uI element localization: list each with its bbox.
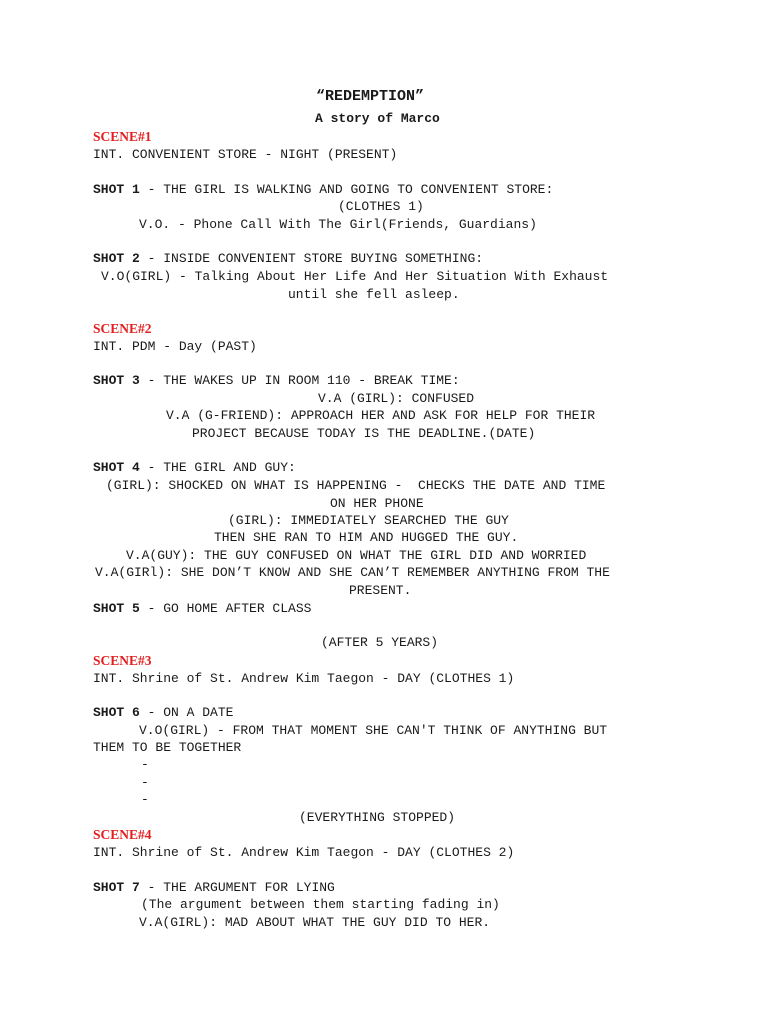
shot-2-line-3: until she fell asleep. (288, 287, 460, 302)
shot-6-label: SHOT 6 (93, 705, 140, 720)
shot-2-line-2: V.O(GIRL) - Talking About Her Life And Her Situation With Exhaust (101, 269, 609, 284)
shot-7-label: SHOT 7 (93, 880, 140, 895)
shot-6-dash-1: - (141, 757, 149, 772)
shot-2 (93, 250, 483, 267)
shot-7-line-3: V.A(GIRL): MAD ABOUT WHAT THE GUY DID TO HER. (139, 915, 491, 930)
shot-4-line-8: PRESENT. (349, 583, 412, 598)
shot-7-line-2: (The argument between them starting fading in) (141, 897, 500, 912)
shot-3 (93, 372, 460, 389)
shot-4-line-6: V.A(GUY): THE GUY CONFUSED ON WHAT THE GIRL DID AND WORRIED (126, 548, 587, 563)
shot-6-dash-3: - (141, 792, 149, 807)
shot-4-line-3: ON HER PHONE (330, 496, 424, 511)
shot-2-text: - INSIDE CONVENIENT STORE BUYING SOMETHING: (139, 251, 484, 266)
shot-5 (93, 600, 311, 617)
scene-3-heading: INT. Shrine of St. Andrew Kim Taegon - DAY (CLOTHES 1) (93, 671, 515, 686)
scene-2-label: SCENE#2 (93, 321, 152, 336)
shot-7 (93, 879, 335, 896)
shot-4-text: - THE GIRL AND GUY: (139, 460, 296, 475)
shot-1-label: SHOT 1 (93, 182, 140, 197)
shot-1 (93, 181, 553, 198)
shot-2-label: SHOT 2 (93, 251, 140, 266)
shot-3-label: SHOT 3 (93, 373, 140, 388)
shot-3-line-3: V.A (G-FRIEND): APPROACH HER AND ASK FOR HELP FOR THEIR (166, 408, 596, 423)
shot-5-text: - GO HOME AFTER CLASS (139, 601, 312, 616)
shot-4-label: SHOT 4 (93, 460, 140, 475)
shot-3-line-2: V.A (GIRL): CONFUSED (318, 391, 475, 406)
shot-5-label: SHOT 5 (93, 601, 140, 616)
shot-6-dash-2: - (141, 775, 149, 790)
shot-1-text: - THE GIRL IS WALKING AND GOING TO CONVENIENT STORE: (139, 182, 554, 197)
shot-6 (93, 704, 233, 721)
transition-everything-stopped: (EVERYTHING STOPPED) (299, 810, 456, 825)
shot-4-line-2: (GIRL): SHOCKED ON WHAT IS HAPPENING - CHECKS THE DATE AND TIME (106, 478, 606, 493)
script-subtitle: A story of Marco (315, 111, 440, 126)
shot-7-text: - THE ARGUMENT FOR LYING (139, 880, 335, 895)
shot-4 (93, 459, 296, 476)
shot-1-line-2: (CLOTHES 1) (338, 199, 424, 214)
scene-2-heading: INT. PDM - Day (PAST) (93, 339, 257, 354)
shot-4-line-4: (GIRL): IMMEDIATELY SEARCHED THE GUY (228, 513, 509, 528)
scene-1-heading: INT. CONVENIENT STORE - NIGHT (PRESENT) (93, 147, 398, 162)
script-title: “REDEMPTION” (316, 88, 425, 105)
shot-6-line-3: THEM TO BE TOGETHER (93, 740, 242, 755)
shot-4-line-5: THEN SHE RAN TO HIM AND HUGGED THE GUY. (214, 530, 519, 545)
scene-1-label: SCENE#1 (93, 129, 152, 144)
scene-4-heading: INT. Shrine of St. Andrew Kim Taegon - DAY (CLOTHES 2) (93, 845, 515, 860)
shot-3-line-4: PROJECT BECAUSE TODAY IS THE DEADLINE.(DATE) (192, 426, 536, 441)
shot-6-line-2: V.O(GIRL) - FROM THAT MOMENT SHE CAN'T THINK OF ANYTHING BUT (139, 723, 608, 738)
shot-4-line-7: V.A(GIRl): SHE DON’T KNOW AND SHE CAN’T REMEMBER ANYTHING FROM THE (95, 565, 610, 580)
scene-4-label: SCENE#4 (93, 827, 152, 842)
shot-6-text: - ON A DATE (139, 705, 234, 720)
shot-3-text: - THE WAKES UP IN ROOM 110 - BREAK TIME: (139, 373, 460, 388)
shot-1-line-3: V.O. - Phone Call With The Girl(Friends, Guardians) (139, 217, 537, 232)
scene-3-label: SCENE#3 (93, 653, 152, 668)
transition-after-5-years: (AFTER 5 YEARS) (321, 635, 439, 650)
